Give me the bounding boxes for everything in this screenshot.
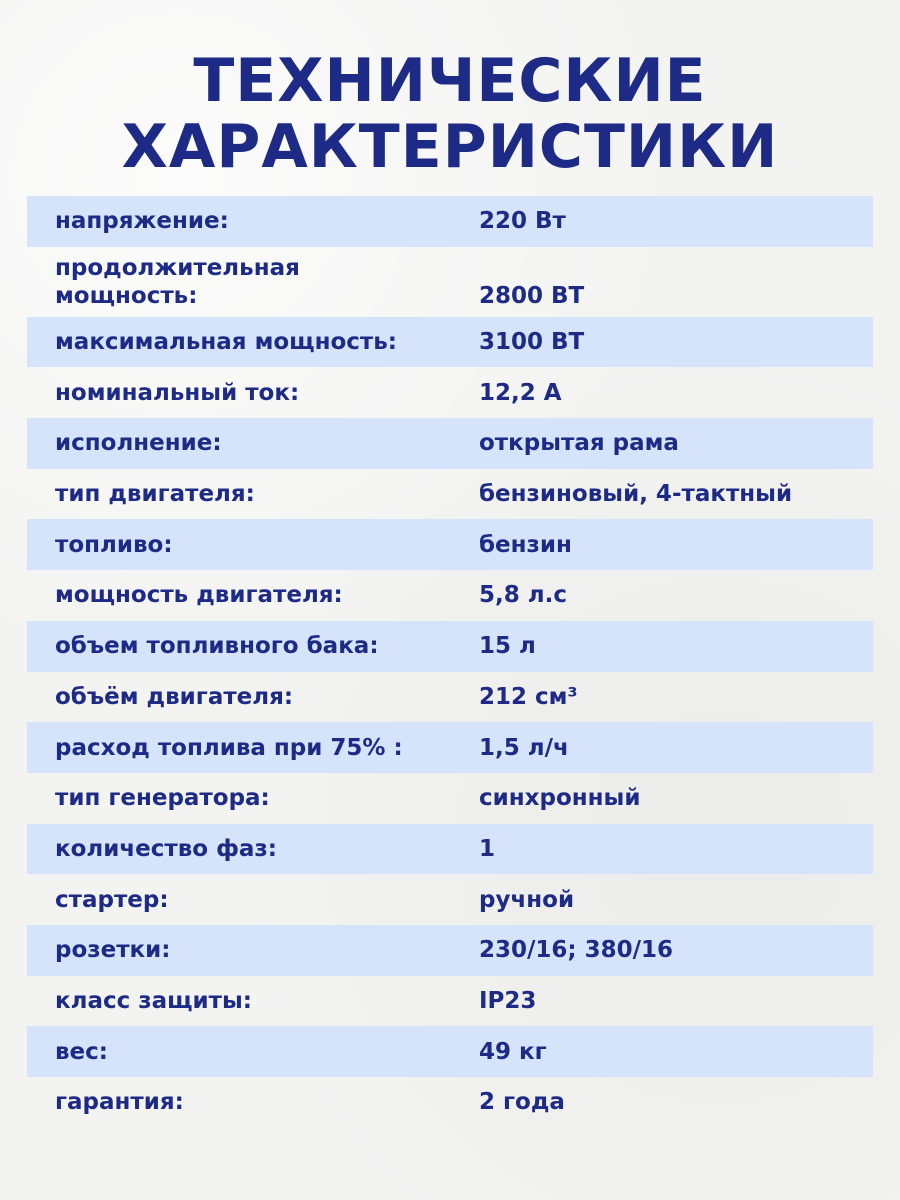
spec-value: 49 кг — [479, 1038, 547, 1065]
spec-label: тип генератора: — [55, 785, 270, 812]
spec-value: 1,5 л/ч — [479, 734, 569, 761]
spec-label: розетки: — [55, 937, 171, 964]
spec-value: открытая рама — [479, 430, 679, 457]
spec-label: продолжительная мощность: — [55, 254, 300, 309]
spec-row-continuous-power — [27, 247, 873, 317]
spec-row-starter — [27, 874, 873, 925]
spec-value: 12,2 А — [479, 379, 562, 406]
spec-value: бензин — [479, 531, 572, 558]
spec-row-fuel — [27, 519, 873, 570]
spec-value: 212 см³ — [479, 683, 578, 710]
spec-label: количество фаз: — [55, 835, 277, 862]
spec-row-fuel-consumption — [27, 722, 873, 773]
spec-label: стартер: — [55, 886, 169, 913]
spec-label: максимальная мощность: — [55, 329, 398, 356]
spec-value: ручной — [479, 886, 575, 913]
spec-label: гарантия: — [55, 1089, 184, 1116]
spec-label: объем топливного бака: — [55, 633, 379, 660]
spec-row-engine-displacement — [27, 672, 873, 723]
spec-row-tank-volume — [27, 621, 873, 672]
spec-value: синхронный — [479, 785, 641, 812]
spec-label: номинальный ток: — [55, 379, 300, 406]
spec-value: 2800 ВТ — [479, 282, 585, 309]
spec-label: объём двигателя: — [55, 683, 294, 710]
spec-value: IP23 — [479, 987, 537, 1014]
spec-row-design — [27, 418, 873, 469]
spec-label: исполнение: — [55, 430, 222, 457]
spec-value: бензиновый, 4-тактный — [479, 481, 793, 508]
spec-row-phases — [27, 824, 873, 875]
spec-value: 5,8 л.с — [479, 582, 567, 609]
spec-row-voltage — [27, 196, 873, 247]
spec-row-warranty — [27, 1077, 873, 1128]
page-title — [0, 48, 900, 180]
spec-row-generator-type — [27, 773, 873, 824]
spec-label: расход топлива при 75% : — [55, 734, 403, 761]
spec-row-engine-type — [27, 469, 873, 520]
spec-row-protection-class — [27, 976, 873, 1027]
spec-value: 1 — [479, 835, 496, 862]
spec-row-max-power — [27, 317, 873, 368]
spec-row-sockets — [27, 925, 873, 976]
spec-label: класс защиты: — [55, 987, 253, 1014]
spec-value: 2 года — [479, 1089, 565, 1116]
spec-label: вес: — [55, 1038, 108, 1065]
spec-label: напряжение: — [55, 208, 229, 235]
spec-table — [27, 196, 873, 1128]
spec-row-rated-current — [27, 367, 873, 418]
spec-value: 15 л — [479, 633, 536, 660]
spec-label: мощность двигателя: — [55, 582, 343, 609]
page-title-line-2: ХАРАКТЕРИСТИКИ — [121, 112, 779, 182]
spec-value: 220 Вт — [479, 208, 566, 235]
spec-row-weight — [27, 1026, 873, 1077]
spec-label: топливо: — [55, 531, 173, 558]
spec-row-engine-power — [27, 570, 873, 621]
spec-value: 3100 ВТ — [479, 329, 585, 356]
spec-value: 230/16; 380/16 — [479, 937, 674, 964]
page-title-line-1: ТЕХНИЧЕСКИЕ — [193, 46, 707, 116]
spec-label: тип двигателя: — [55, 481, 255, 508]
